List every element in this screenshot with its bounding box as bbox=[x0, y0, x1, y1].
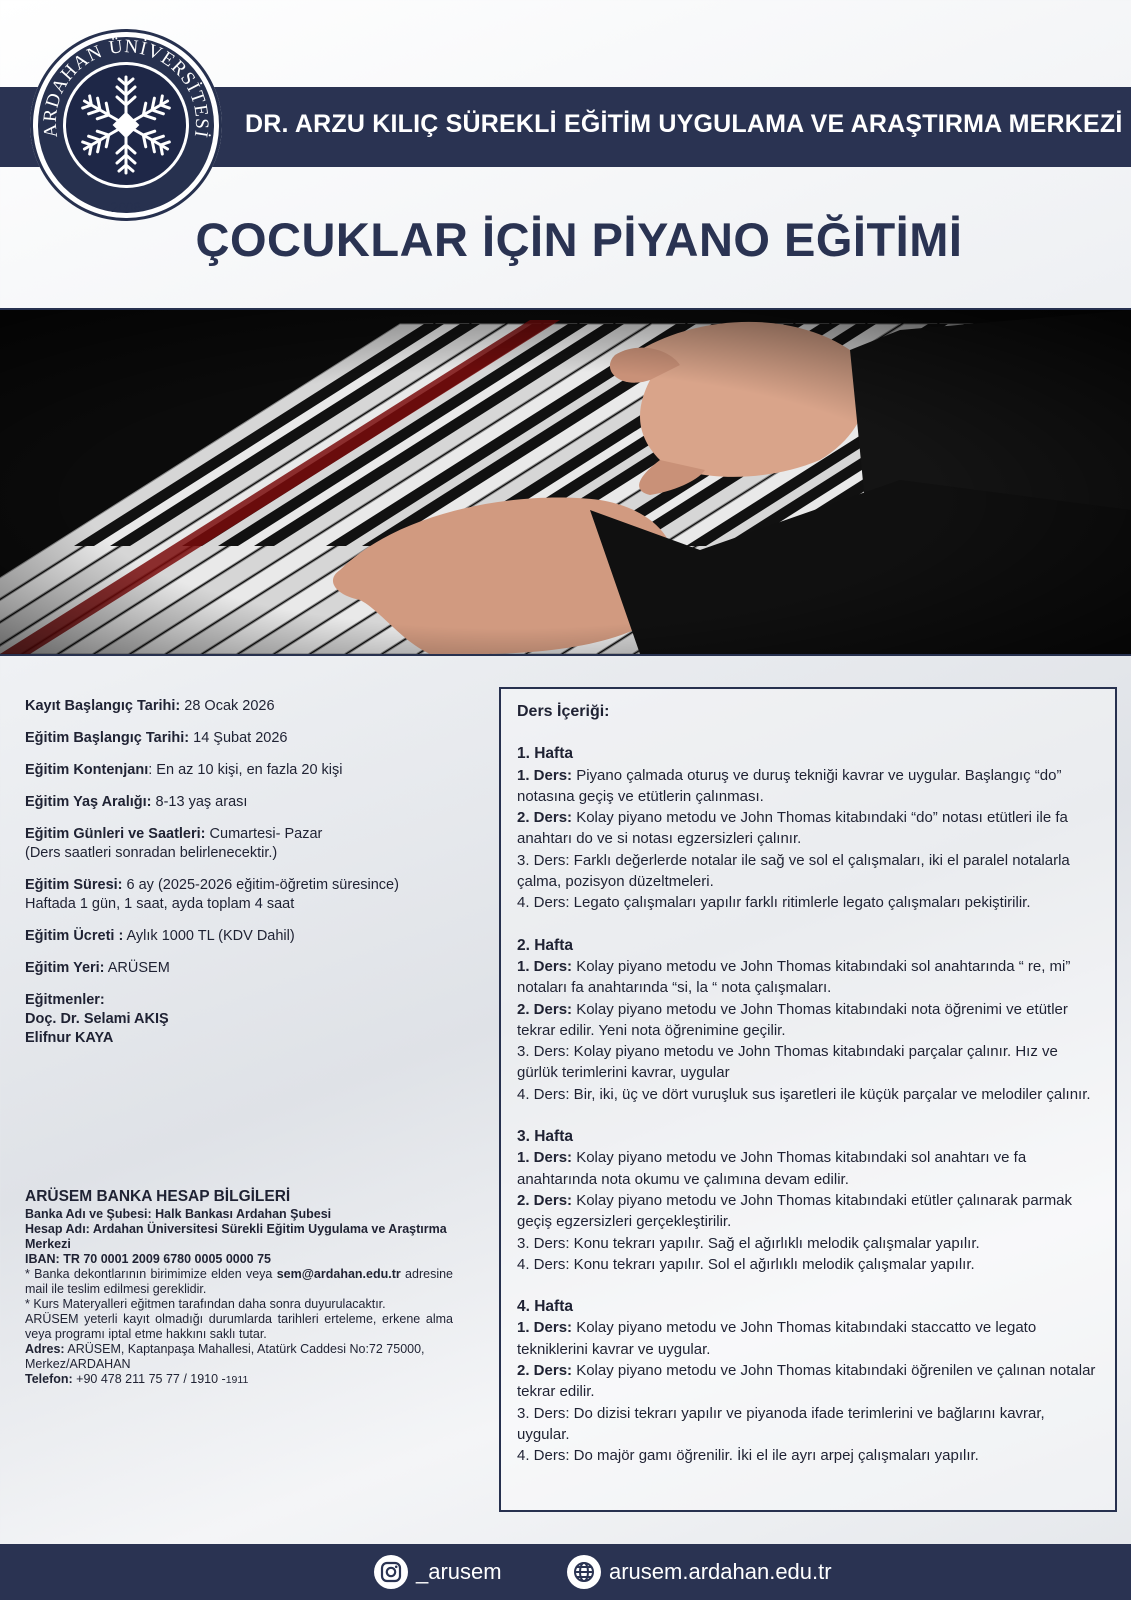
lesson-item: 1. Ders: Kolay piyano metodu ve John Thomas kitabındaki sol anahtarı ve fa anahtarında nota okumu ve çalımına devam edilir. bbox=[517, 1149, 1027, 1188]
note-materials: * Kurs Materyalleri eğitmen tarafından daha sonra duyurulacaktır. bbox=[25, 1297, 386, 1311]
info-item: Kayıt Başlangıç Tarihi: 28 Ocak 2026 bbox=[25, 698, 275, 714]
week-title: 3. Hafta bbox=[517, 1128, 573, 1146]
lesson-item: 1. Ders: Piyano çalmada oturuş ve duruş tekniği kavrar ve uygular. Başlangıç “do” notasına geçiş ve etütlerin çalınması. bbox=[517, 766, 1062, 805]
lesson-item: 3. Ders: Kolay piyano metodu ve John Thomas kitabındaki parçalar çalınır. Hız ve gürlük terimlerini kavrar, uygular bbox=[517, 1043, 1058, 1082]
week-section bbox=[517, 935, 1101, 1105]
instructors bbox=[25, 991, 465, 1048]
lesson-item: 3. Ders: Farklı değerlerde notalar ile sağ ve sol el çalışmaları, iki el paralel notalarla çalma, pozisyon düzeltmeleri. bbox=[517, 851, 1070, 891]
lesson-item: 4. Ders: Do majör gamı öğrenilir. İki el ile ayrı arpej çalışmaları yapılır. bbox=[517, 1447, 979, 1465]
account-name: Hesap Adı: Ardahan Üniversitesi Sürekli Eğitim Uygulama ve Araştırma Merkezi bbox=[25, 1222, 447, 1251]
lesson-item: 2. Ders: Kolay piyano metodu ve John Thomas kitabındaki etütler çalınarak parmak geçiş egzersizleri gerçekleştirilir. bbox=[517, 1191, 1073, 1231]
info-item: Eğitim Süresi: 6 ay (2025-2026 eğitim-öğretim süresince) Haftada 1 gün, 1 saat, ayda toplam 4 saat bbox=[25, 877, 399, 912]
lesson-item: 3. Ders: Do dizisi tekrarı yapılır ve piyanoda ifade terimlerini ve bağlarını kavrar, uygular. bbox=[517, 1404, 1045, 1443]
svg-text:ARDAHAN ÜNİVERSİTESİ: ARDAHAN ÜNİVERSİTESİ bbox=[39, 36, 213, 140]
lesson-item: 1. Ders: Kolay piyano metodu ve John Thomas kitabındaki staccatto ve legato tekniklerini kavrar ve uygular. bbox=[517, 1319, 1037, 1358]
website-link[interactable] bbox=[567, 1555, 832, 1589]
note-rights: ARÜSEM yeterli kayıt olmadığı durumlarda tarihleri erteleme, erkene alma veya programı iptal etme hakkını saklı tutar. bbox=[25, 1312, 453, 1341]
info-item: Eğitim Günleri ve Saatleri: Cumartesi- Pazar (Ders saatleri sonradan belirlenecektir.) bbox=[25, 826, 323, 861]
lesson-item: 4. Ders: Bir, iki, üç ve dört vuruşluk sus işaretleri ile küçük parçalar ve melodiler çalınır. bbox=[517, 1085, 1091, 1103]
email-link[interactable]: sem@ardahan.edu.tr bbox=[276, 1267, 401, 1281]
info-item: Eğitim Ücreti : Aylık 1000 TL (KDV Dahil) bbox=[25, 928, 295, 944]
bank-name: Banka Adı ve Şubesi: Halk Bankası Ardahan Şubesi bbox=[25, 1207, 332, 1221]
week-section bbox=[517, 1126, 1101, 1275]
week-title: 2. Hafta bbox=[517, 936, 573, 954]
phone: Telefon: +90 478 211 75 77 / 1910 -1911 bbox=[25, 1372, 249, 1386]
footer bbox=[0, 1544, 1131, 1600]
lesson-item: 2. Ders: Kolay piyano metodu ve John Thomas kitabındaki nota öğrenimi ve etütler tekrar edilir. Yeni nota öğrenimine geçilir. bbox=[517, 1000, 1068, 1039]
instructor-name: Doç. Dr. Selami AKIŞ bbox=[25, 1011, 169, 1027]
note-receipt: * Banka dekontlarının birimimize elden veya sem@ardahan.edu.tr adresine mail ile teslim edilmesi gereklidir. bbox=[25, 1267, 453, 1296]
info-item: Eğitim Kontenjanı: En az 10 kişi, en fazla 20 kişi bbox=[25, 762, 343, 778]
bank-info bbox=[25, 1189, 453, 1388]
university-logo bbox=[30, 29, 222, 221]
iban: IBAN: TR 70 0001 2009 6780 0005 0000 75 bbox=[25, 1252, 272, 1266]
lesson-item: 2. Ders: Kolay piyano metodu ve John Thomas kitabındaki “do” notası etütleri ile fa anahtarı do ve si notası egzersizleri çalınır. bbox=[517, 809, 1068, 848]
week-section bbox=[517, 1296, 1101, 1466]
logo-year: 2008 bbox=[111, 200, 141, 216]
info-item: Eğitim Yeri: ARÜSEM bbox=[25, 960, 170, 976]
lesson-item: 4. Ders: Legato çalışmaları yapılır farklı ritimlerle legato çalışmaları pekiştirilir. bbox=[517, 894, 1031, 912]
lesson-item: 1. Ders: Kolay piyano metodu ve John Thomas kitabındaki sol anahtarında “ re, mi” notaları fa anahtarında “si, la “ nota çalışmaları. bbox=[517, 957, 1071, 997]
center-name: DR. ARZU KILIÇ SÜREKLİ EĞİTİM UYGULAMA VE ARAŞTIRMA MERKEZİ bbox=[245, 110, 1123, 138]
content-heading: Ders İçeriği: bbox=[517, 703, 610, 720]
lesson-item: 4. Ders: Konu tekrarı yapılır. Sol el ağırlıklı melodik çalışmalar yapılır. bbox=[517, 1255, 975, 1273]
page-title: ÇOCUKLAR İÇİN PİYANO EĞİTİMİ bbox=[195, 213, 963, 266]
lesson-item: 3. Ders: Konu tekrarı yapılır. Sağ el ağırlıklı melodik çalışmalar yapılır. bbox=[517, 1234, 980, 1252]
instructor-name: Elifnur KAYA bbox=[25, 1030, 114, 1046]
info-item: Eğitim Yaş Aralığı: 8-13 yaş arası bbox=[25, 794, 248, 810]
instagram-handle: _arusem bbox=[416, 1559, 502, 1584]
instagram-icon bbox=[374, 1555, 408, 1589]
snowflake-emblem-icon bbox=[30, 29, 222, 221]
bank-title: ARÜSEM BANKA HESAP BİLGİLERİ bbox=[25, 1188, 291, 1205]
week-title: 4. Hafta bbox=[517, 1298, 573, 1316]
info-item: Eğitim Başlangıç Tarihi: 14 Şubat 2026 bbox=[25, 730, 288, 746]
address: Adres: ARÜSEM, Kaptanpaşa Mahallesi, Atatürk Caddesi No:72 75000, Merkez/ARDAHAN bbox=[25, 1342, 425, 1371]
week-section bbox=[517, 743, 1101, 913]
globe-icon bbox=[567, 1555, 601, 1589]
website-url: arusem.ardahan.edu.tr bbox=[609, 1559, 832, 1584]
instagram-link[interactable] bbox=[374, 1555, 502, 1589]
lesson-item: 2. Ders: Kolay piyano metodu ve John Thomas kitabındaki öğrenilen ve çalınan notalar tekrar edilir. bbox=[517, 1362, 1096, 1401]
week-title: 1. Hafta bbox=[517, 745, 573, 763]
piano-photo bbox=[0, 308, 1131, 656]
course-info bbox=[25, 697, 465, 1061]
instructors-label: Eğitmenler: bbox=[25, 992, 105, 1008]
course-content-box bbox=[499, 687, 1117, 1512]
